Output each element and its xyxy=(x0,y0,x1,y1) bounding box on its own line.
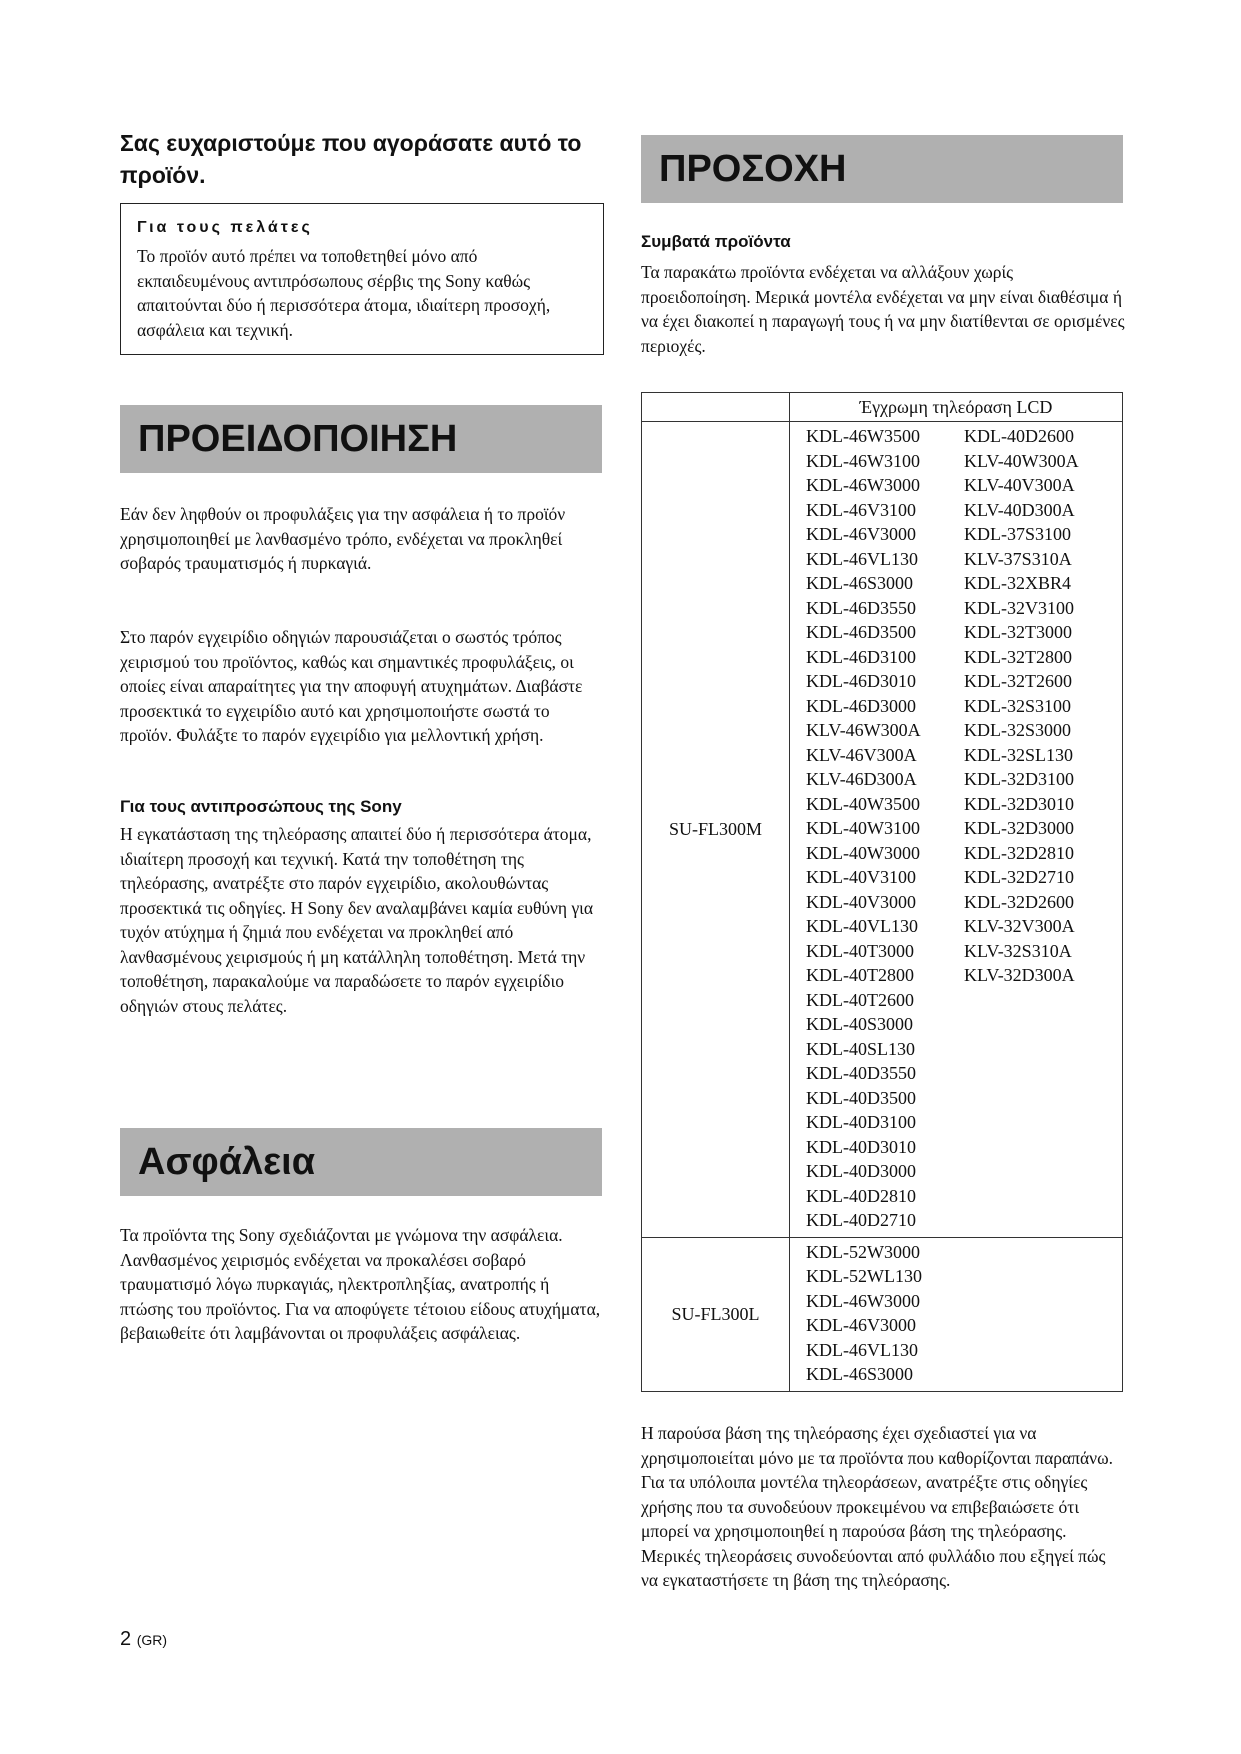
tv-model-item: KDL-32T3000 xyxy=(964,622,1072,642)
tv-model-item: KDL-46V3000 xyxy=(806,1315,916,1335)
tv-model-item: KLV-40V300A xyxy=(964,475,1075,495)
tv-model-item: KDL-40D2710 xyxy=(806,1210,916,1230)
customers-box-text: Το προϊόν αυτό πρέπει να τοποθετηθεί μόνο από εκπαιδευμένους αντιπρόσωπους σέρβις της Sony καθώς απαιτούνται δύο ή περισσότερα άτομα, ιδιαίτερη προσοχή, ασφάλεια και τεχνική. xyxy=(137,246,551,340)
thanks-title: Σας ευχαριστούμε που αγοράσατε αυτό το προϊόν. xyxy=(120,130,582,188)
language-code: (GR) xyxy=(136,1632,168,1648)
tv-models-column xyxy=(964,424,1122,1233)
tv-model-item: KLV-32D300A xyxy=(964,965,1075,985)
tv-model-item: KDL-52WL130 xyxy=(806,1266,922,1286)
tv-model-item: KDL-40V3100 xyxy=(806,867,916,887)
tv-model-item: KDL-40D3000 xyxy=(806,1161,916,1181)
tv-model-item: KDL-40W3500 xyxy=(806,793,920,814)
safety-heading: Ασφάλεια xyxy=(120,1128,602,1196)
warning-heading: ΠΡΟΕΙΔΟΠΟΙΗΣΗ xyxy=(120,405,602,473)
tv-model-item: KDL-40SL130 xyxy=(806,1038,915,1059)
tv-model-item: KDL-32D2810 xyxy=(964,842,1074,863)
table-header-lcd-tv: Έγχρωμη τηλεόραση LCD xyxy=(790,393,1123,422)
tv-model-item: KDL-40D3550 xyxy=(806,1063,916,1083)
tv-model-item: KDL-40W3100 xyxy=(806,818,920,838)
safety-text: Τα προϊόντα της Sony σχεδιάζονται με γνώμονα την ασφάλεια. Λανθασμένος χειρισμός ενδέχεται να προκαλέσει σοβαρό τραυματισμό λόγω πυρκαγιάς, ηλεκτροπληξίας, ανατροπής ή πτώσης του προϊόντος. Για να αποφύγετε τέτοιου είδους ατυχήματα, βεβαιωθείτε ότι λαμβάνονται οι προφυλάξεις ασφάλειας. xyxy=(120,1225,601,1343)
tv-model-item: KDL-52W3000 xyxy=(806,1241,920,1262)
tv-model-item: KLV-40D300A xyxy=(964,499,1075,520)
dealers-text: Η εγκατάσταση της τηλεόρασης απαιτεί δύο ή περισσότερα άτομα, ιδιαίτερη προσοχή και τεχνική. Κατά την τοποθέτηση της τηλεόρασης, ανατρέξτε στο παρόν εγχειρίδιο, ακολουθώντας προσεκτικά τις οδηγίες. Η Sony δεν αναλαμβάνει καμία ευθύνη για τυχόν ατύχημα ή ζημιά που ενδέχεται να προκληθεί από λανθασμένους χειρισμούς ή μη κατάλληλη τοποθέτηση. Μετά την τοποθέτηση, παρακαλούμε να παραδώσετε το παρόν εγχειρίδιο οδηγιών στους πελάτες. xyxy=(120,824,594,1016)
tv-model-item: KDL-46S3000 xyxy=(806,573,913,593)
tv-model-item: KDL-40S3000 xyxy=(806,1014,913,1034)
tv-model-item: KDL-40D2600 xyxy=(964,426,1074,446)
closing-text: Η παρούσα βάση της τηλεόρασης έχει σχεδιαστεί για να χρησιμοποιείται μόνο με τα προϊόντα που καθορίζονται παραπάνω. Για τα υπόλοιπα μοντέλα τηλεοράσεων, ανατρέξτε στις οδηγίες χρήσης που τα συνοδεύουν προκειμένου να επιβεβαιώσετε ότι μπορεί να χρησιμοποιηθεί η παρούσα βάση της τηλεόρασης. Μερικές τηλεοράσεις συνοδεύονται από φυλλάδιο που εξηγεί πώς να εγκαταστήσετε τη βάση της τηλεόρασης. xyxy=(641,1423,1113,1590)
tv-model-item: KDL-40T2600 xyxy=(806,989,914,1010)
tv-model-item: KDL-32S3100 xyxy=(964,695,1071,716)
tv-model-item: KDL-46D3000 xyxy=(806,695,916,716)
tv-model-item: KLV-46V300A xyxy=(806,744,917,765)
tv-models-column xyxy=(964,1240,1122,1387)
tv-model-item: KDL-32T2800 xyxy=(964,646,1072,667)
warning-paragraph-1: Εάν δεν ληφθούν οι προφυλάξεις για την ασφάλεια ή το προϊόν χρησιμοποιηθεί με λανθασμένο τρόπο, ενδέχεται να προκληθεί σοβαρός τραυματισμός ή πυρκαγιά. xyxy=(120,504,566,573)
customers-box-title: Για τους πελάτες xyxy=(137,219,313,236)
tv-model-item: KDL-40D2810 xyxy=(806,1185,916,1206)
tv-model-item: KDL-46D3010 xyxy=(806,671,916,691)
tv-model-item: KDL-32V3100 xyxy=(964,597,1074,618)
tv-model-item: KDL-40T3000 xyxy=(806,940,914,961)
table-header-empty xyxy=(642,393,790,422)
table-header-row xyxy=(642,393,1123,422)
tv-model-item: KLV-40W300A xyxy=(964,450,1079,471)
stand-model-cell: SU-FL300L xyxy=(642,1237,790,1391)
tv-models-column xyxy=(806,424,964,1233)
tv-model-item: KDL-46D3500 xyxy=(806,622,916,642)
tv-model-item: KDL-46V3000 xyxy=(806,524,916,544)
tv-model-item: KDL-46V3100 xyxy=(806,499,916,520)
tv-model-item: KDL-40D3010 xyxy=(806,1136,916,1157)
tv-model-item: KLV-32S310A xyxy=(964,940,1072,961)
tv-models-column xyxy=(806,1240,964,1387)
tv-model-item: KLV-46D300A xyxy=(806,769,917,789)
tv-model-item: KDL-46D3100 xyxy=(806,646,916,667)
tv-model-item: KDL-46W3000 xyxy=(806,1290,920,1311)
tv-model-item: KDL-46W3500 xyxy=(806,426,920,446)
tv-model-item: KDL-32D3100 xyxy=(964,769,1074,789)
table-row xyxy=(642,422,1123,1238)
tv-model-item: KLV-46W300A xyxy=(806,720,921,740)
tv-model-item: KDL-46W3100 xyxy=(806,450,920,471)
dealers-heading: Για τους αντιπροσώπους της Sony xyxy=(120,797,402,816)
stand-model-cell: SU-FL300M xyxy=(642,422,790,1238)
tv-model-item: KLV-37S310A xyxy=(964,548,1072,569)
page-number-value: 2 xyxy=(120,1628,132,1650)
compatible-models-table xyxy=(641,392,1123,1392)
tv-model-item: KDL-32D3000 xyxy=(964,818,1074,838)
tv-model-item: KDL-40W3000 xyxy=(806,842,920,863)
tv-model-item: KDL-32T2600 xyxy=(964,671,1072,691)
compatible-products-text: Τα παρακάτω προϊόντα ενδέχεται να αλλάξουν χωρίς προειδοποίηση. Μερικά μοντέλα ενδέχεται να μην είναι διαθέσιμα ή να έχει διακοπεί η παραγωγή τους ή να μην διατίθενται σε ορισμένες περιοχές. xyxy=(641,262,1125,356)
caution-heading: ΠΡΟΣΟΧΗ xyxy=(641,135,1123,203)
tv-models-cell xyxy=(790,1237,1123,1391)
tv-model-item: KDL-46W3000 xyxy=(806,475,920,495)
tv-model-item: KDL-46D3550 xyxy=(806,597,916,618)
tv-model-item: KDL-32D3010 xyxy=(964,793,1074,814)
tv-model-item: KDL-40D3100 xyxy=(806,1112,916,1132)
table-row xyxy=(642,1237,1123,1391)
tv-model-item: KDL-32S3000 xyxy=(964,720,1071,740)
tv-model-item: KDL-46S3000 xyxy=(806,1364,913,1384)
tv-model-item: KDL-40VL130 xyxy=(806,916,918,936)
tv-model-item: KDL-32D2600 xyxy=(964,891,1074,912)
tv-model-item: KDL-46VL130 xyxy=(806,548,918,569)
tv-model-item: KDL-32D2710 xyxy=(964,867,1074,887)
tv-model-item: KDL-46VL130 xyxy=(806,1339,918,1360)
tv-model-item: KDL-32SL130 xyxy=(964,744,1073,765)
customers-notice-box xyxy=(120,203,604,355)
tv-model-item: KDL-32XBR4 xyxy=(964,573,1071,593)
tv-model-item: KLV-32V300A xyxy=(964,916,1075,936)
tv-model-item: KDL-40T2800 xyxy=(806,965,914,985)
page-number xyxy=(120,1628,167,1651)
tv-model-item: KDL-40D3500 xyxy=(806,1087,916,1108)
warning-paragraph-2: Στο παρόν εγχειρίδιο οδηγιών παρουσιάζεται ο σωστός τρόπος χειρισμού του προϊόντος, καθώς και σημαντικές προφυλάξεις, οι οποίες είναι απαραίτητες για την αποφυγή ατυχημάτων. Διαβάστε προσεκτικά το εγχειρίδιο αυτό και χρησιμοποιήστε σωστά το προϊόν. Φυλάξτε το παρόν εγχειρίδιο για μελλοντική χρήση. xyxy=(120,627,583,745)
tv-model-item: KDL-40V3000 xyxy=(806,891,916,912)
tv-model-item: KDL-37S3100 xyxy=(964,524,1071,544)
compatible-products-heading: Συμβατά προϊόντα xyxy=(641,232,791,251)
tv-models-cell xyxy=(790,422,1123,1238)
